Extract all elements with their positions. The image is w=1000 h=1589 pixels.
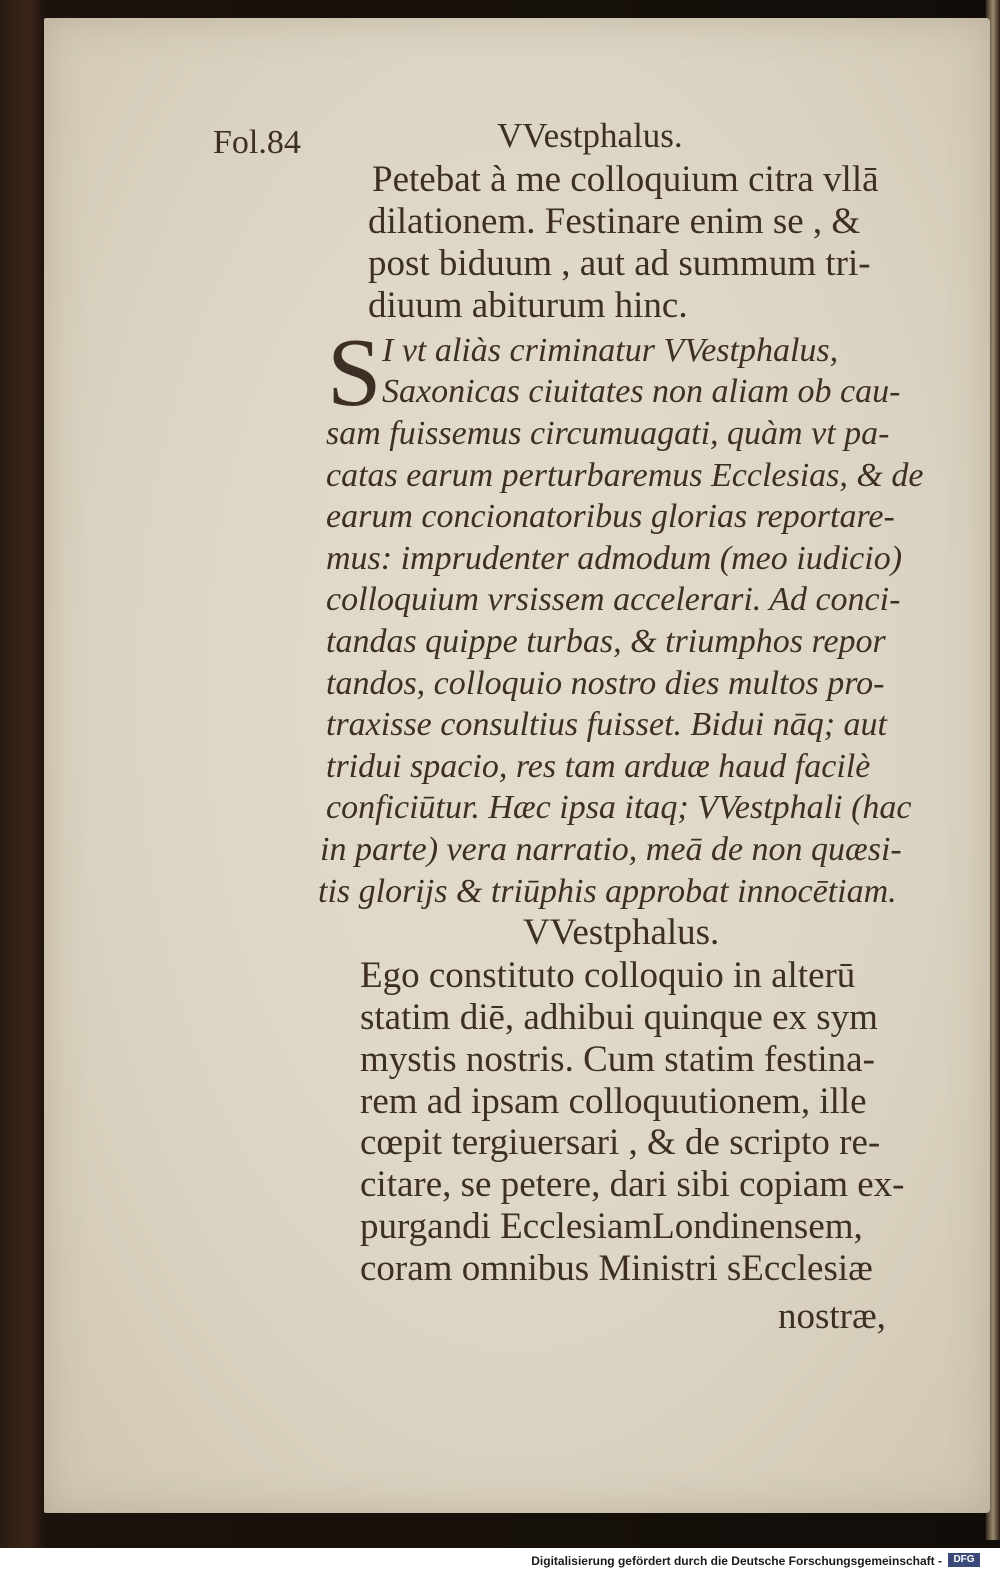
text-line: in parte) vera narratio, meā de non quæsi-	[320, 831, 902, 868]
text-line: I vt aliàs criminatur VVestphalus,	[382, 332, 839, 369]
text-line: dilationem. Festinare enim se , &	[368, 201, 861, 242]
text-line: colloquium vrsissem accelerari. Ad conci-	[326, 581, 901, 618]
speaker-heading: VVestphalus.	[523, 912, 720, 953]
text-line: catas earum perturbaremus Ecclesias, & de	[326, 457, 924, 494]
text-line: Ego constituto colloquio in alterū	[360, 955, 856, 996]
text-line: coram omnibus Ministri sEcclesiæ	[360, 1248, 873, 1289]
text-line: sam fuissemus circumuagati, quàm vt pa-	[326, 415, 890, 452]
running-title: VVestphalus.	[497, 116, 683, 155]
text-line: post biduum , aut ad summum tri-	[368, 243, 871, 284]
text-line: tandos, colloquio nostro dies multos pro-	[326, 665, 885, 702]
text-line: statim diē, adhibui quinque ex sym	[360, 997, 878, 1038]
text-line: mus: imprudenter admodum (meo iudicio)	[326, 540, 903, 577]
text-line: mystis nostris. Cum statim festina-	[360, 1039, 875, 1080]
text-line: traxisse consultius fuisset. Bidui nāq; aut	[326, 706, 887, 743]
text-line: citare, se petere, dari sibi copiam ex-	[360, 1164, 905, 1205]
text-line: tis glorijs & triūphis approbat innocētiam.	[318, 873, 897, 910]
text-line: tandas quippe turbas, & triumphos repor	[326, 623, 886, 660]
text-line: tridui spacio, res tam arduæ haud facilè	[326, 748, 871, 785]
footer-credit: Digitalisierung gefördert durch die Deutsche Forschungsgemeinschaft -	[531, 1554, 942, 1568]
text-line: rem ad ipsam colloquutionem, ille	[360, 1081, 867, 1122]
dfg-logo: DFG	[948, 1553, 980, 1567]
text-line: diuum abiturum hinc.	[368, 285, 688, 326]
text-line: cœpit tergiuersari , & de scripto re-	[360, 1122, 881, 1163]
text-line: purgandi EcclesiamLondinensem,	[360, 1206, 863, 1247]
text-line: conficiūtur. Hæc ipsa itaq; VVestphali (hac	[326, 789, 912, 826]
drop-cap: S	[327, 319, 382, 427]
text-line: Petebat à me colloquium citra vllā	[372, 159, 879, 200]
folio-number: Fol.84	[213, 124, 301, 161]
catchword: nostræ,	[778, 1296, 886, 1337]
text-line: earum concionatoribus glorias reportare-	[326, 498, 895, 535]
text-line: Saxonicas ciuitates non aliam ob cau-	[382, 373, 901, 410]
